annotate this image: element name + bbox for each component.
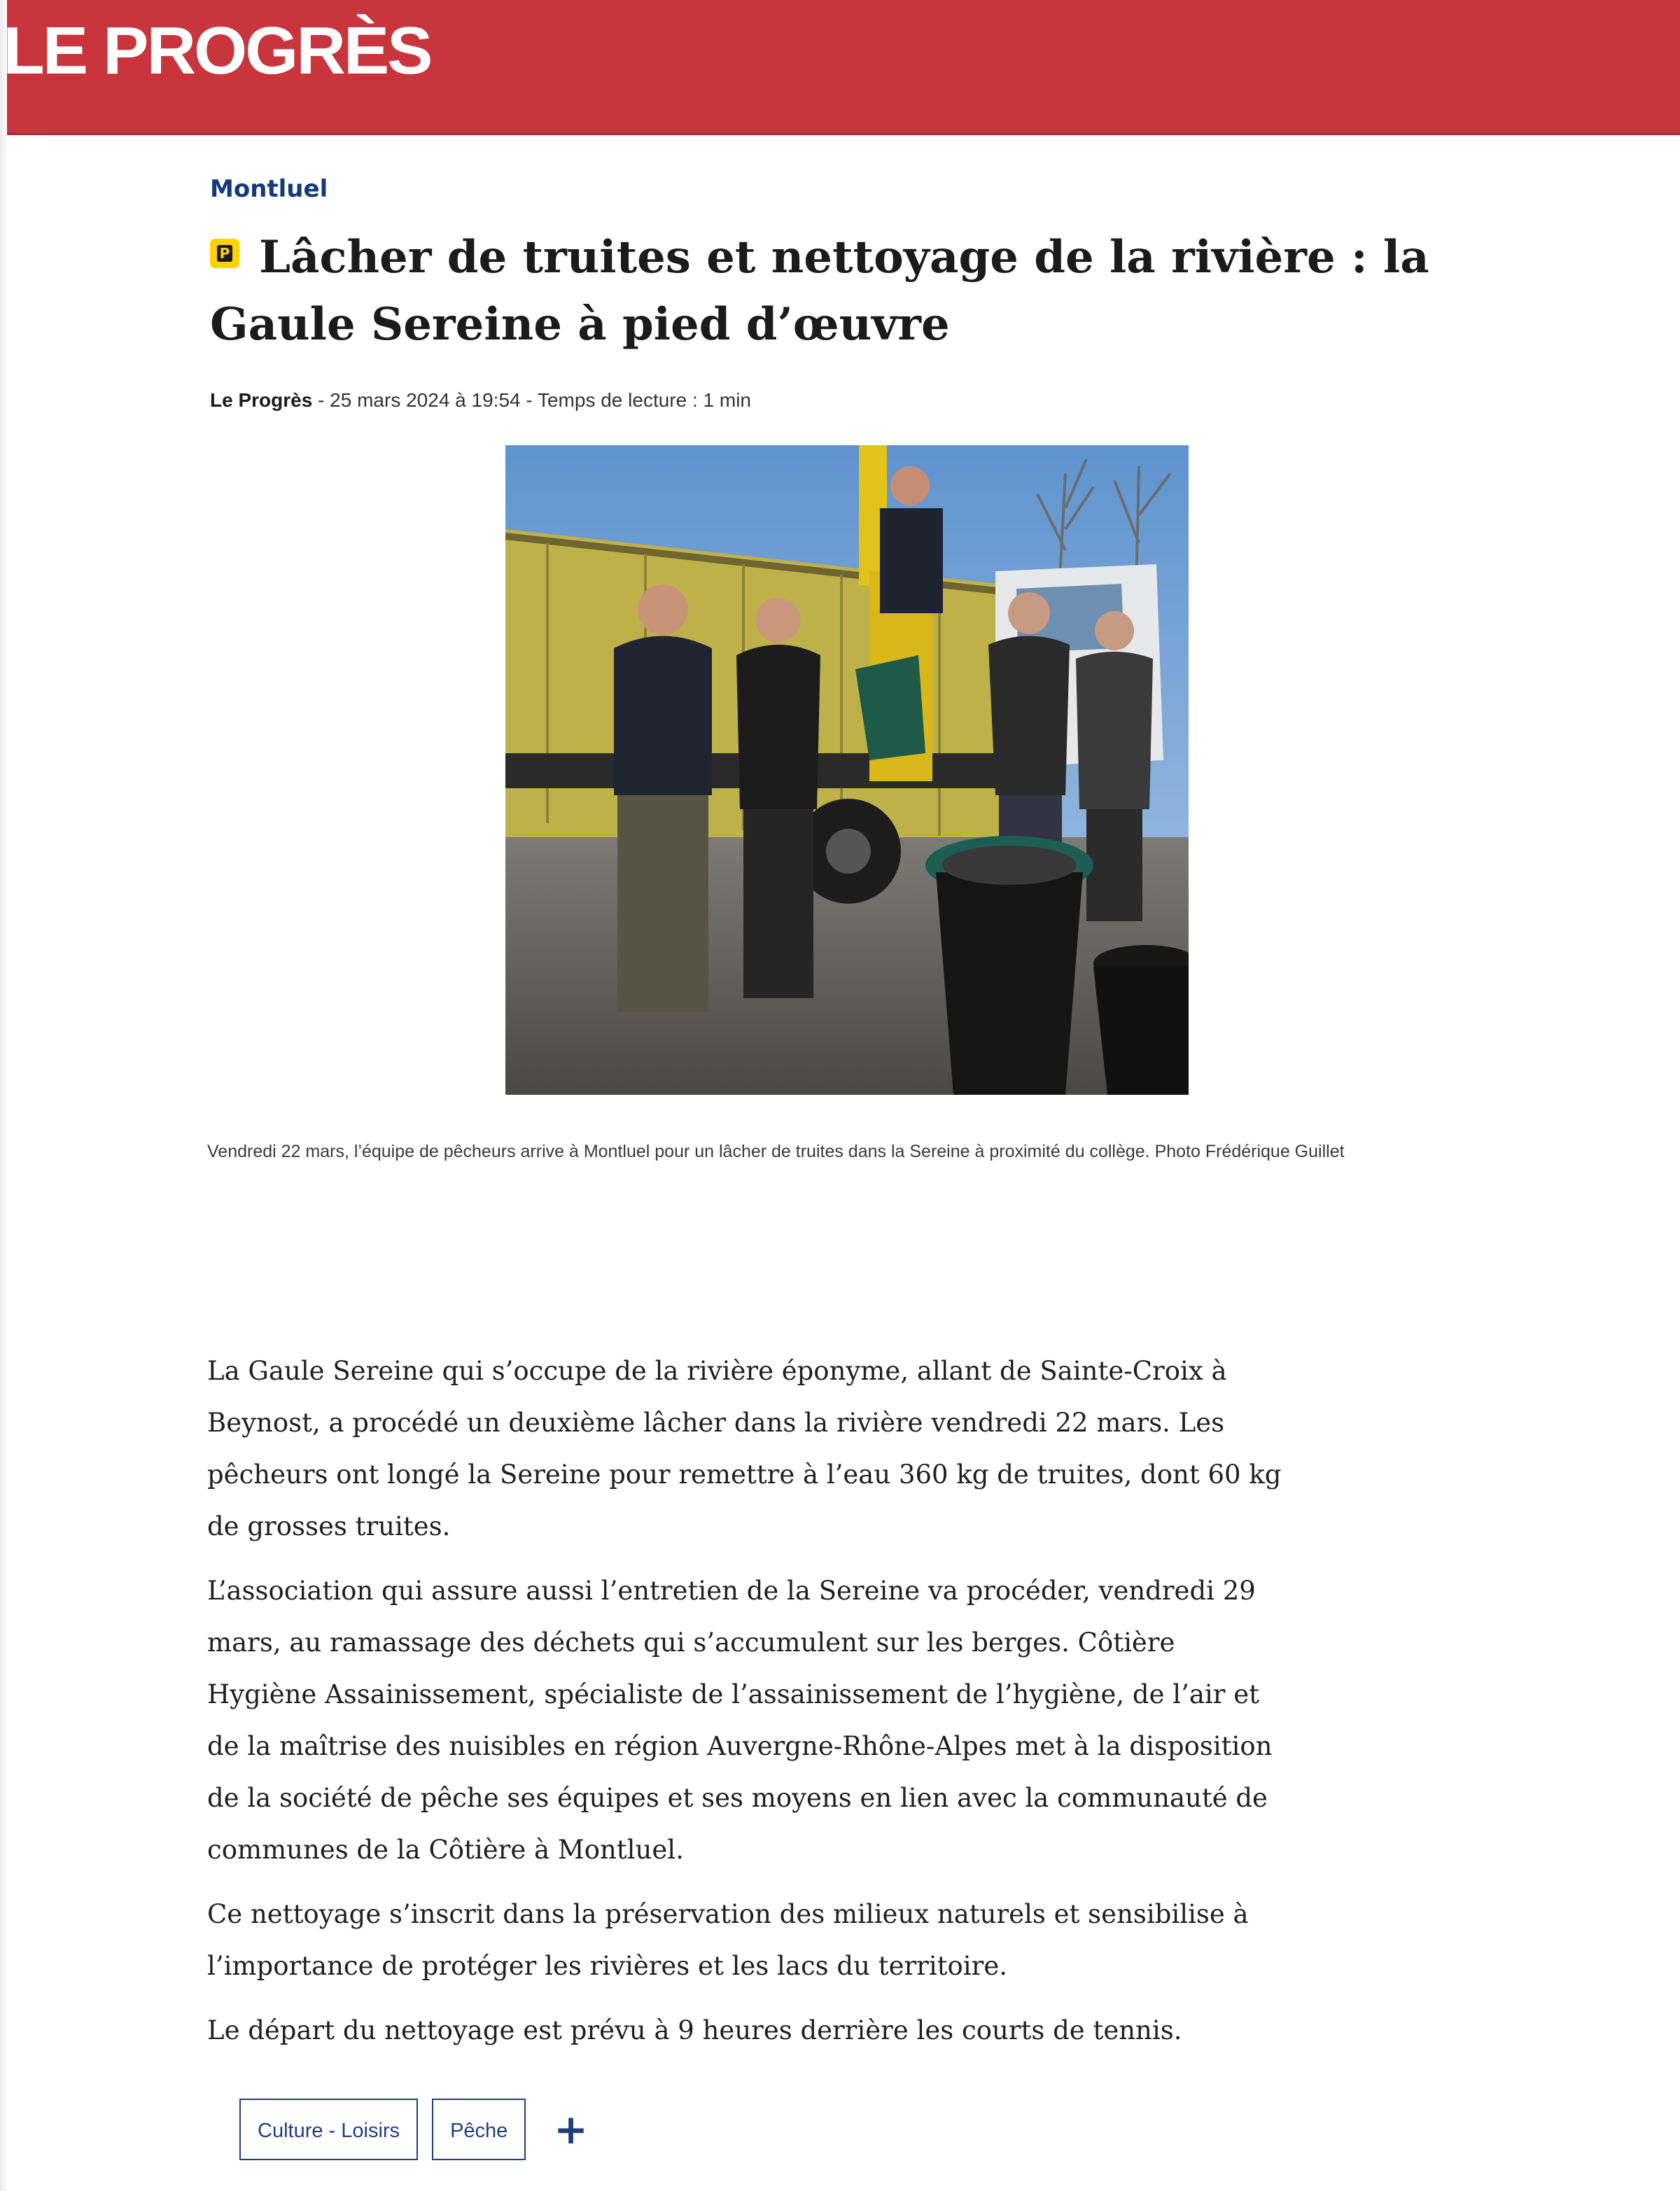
tag-list — [239, 2099, 588, 2160]
article-photo — [505, 445, 1189, 1095]
article-title-text: Lâcher de truites et nettoyage de la rivière : la Gaule Sereine à pied d’œuvre — [210, 231, 1429, 351]
tag-culture-loisirs[interactable]: Culture - Loisirs — [239, 2099, 418, 2160]
paragraph: L’association qui assure aussi l’entretien de la Sereine va procéder, vendredi 29 mars, au ramassage des déchets qui s’accumulent sur les berges. Côtière Hygiène Assainissement, spécialiste de l’assainissement de l’hygiène, de l’air et de la maîtrise des nuisibles en région Auvergne-Rhône-Alpes met à la disposition de la société de pêche ses équipes et ses moyens en lien avec la communauté de communes de la Côtière à Montluel. — [207, 1576, 1273, 1865]
tag-peche[interactable]: Pêche — [432, 2099, 526, 2160]
photo-illustration — [505, 445, 1189, 1095]
byline-separator: - — [312, 389, 330, 411]
paragraph: La Gaule Sereine qui s’occupe de la rivière éponyme, allant de Sainte-Croix à Beynost, a procédé un deuxième lâcher dans la rivière vendredi 22 mars. Les pêcheurs ont longé la Sereine pour remettre à l’eau 360 kg de truites, dont 60 kg de grosses truites. — [207, 1356, 1282, 1541]
photo-caption: Vendredi 22 mars, l’équipe de pêcheurs arrive à Montluel pour un lâcher de truites dans la Sereine à proximité du collège. Photo Frédérique Guillet — [207, 1142, 1345, 1161]
byline — [210, 389, 751, 412]
byline-reading-time: Temps de lecture : 1 min — [537, 389, 752, 411]
paragraph: Ce nettoyage s’inscrit dans la préservation des milieux naturels et sensibilise à l’importance de protéger les rivières et les lacs du territoire. — [207, 1899, 1249, 1981]
paragraph: Le départ du nettoyage est prévu à 9 heures derrière les courts de tennis. — [207, 2015, 1182, 2045]
byline-author: Le Progrès — [210, 389, 313, 411]
article-body — [207, 1345, 1285, 2069]
byline-separator-2: - — [520, 389, 538, 411]
article-title — [210, 224, 1470, 358]
site-header — [3, 0, 1680, 135]
byline-date: 25 mars 2024 à 19:54 — [330, 389, 521, 411]
section-label[interactable]: Montluel — [210, 175, 328, 203]
scan-edge — [0, 0, 8, 2191]
premium-p-icon: P — [210, 239, 239, 268]
more-tags-plus-icon[interactable]: + — [554, 2106, 588, 2153]
site-logo[interactable]: LE PROGRÈS — [3, 13, 431, 88]
